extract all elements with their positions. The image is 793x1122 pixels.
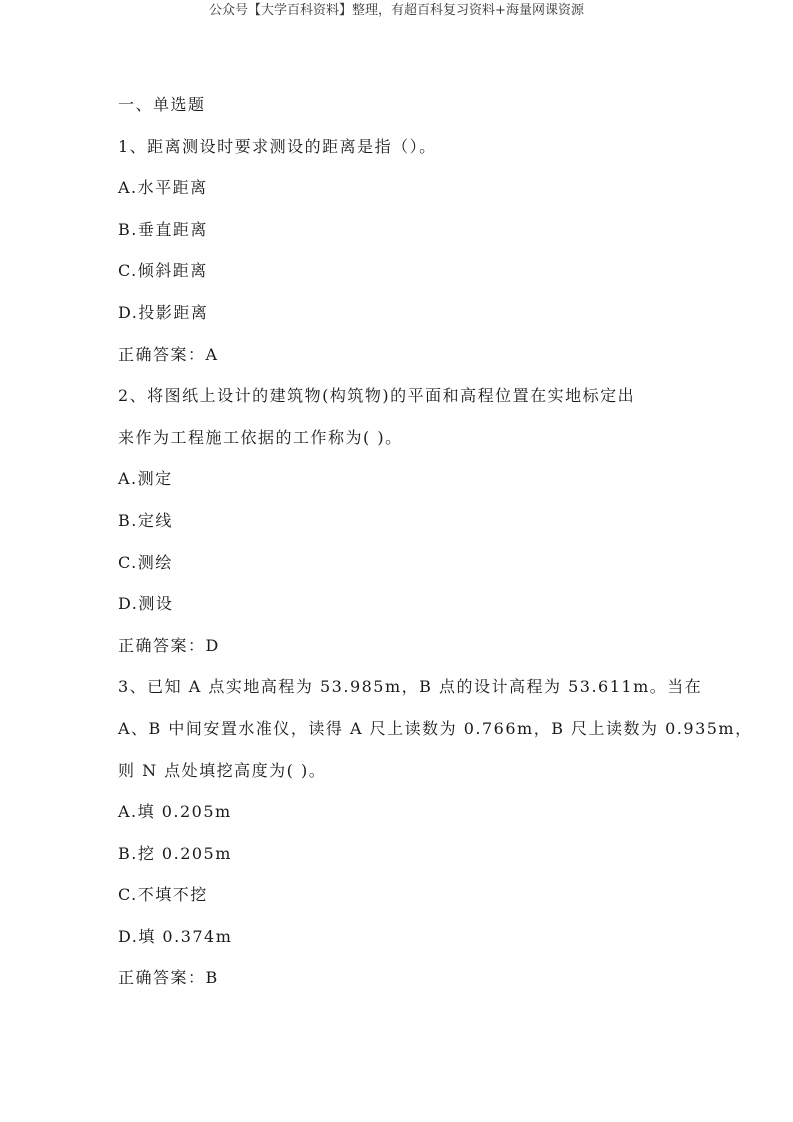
question-stem: 2、将图纸上设计的建筑物(构筑物)的平面和高程位置在实地标定出 xyxy=(118,386,636,406)
question-3 xyxy=(118,666,753,999)
question-stem: 1、距离测设时要求测设的距离是指（）。 xyxy=(118,136,437,156)
correct-answer: 正确答案：A xyxy=(118,344,219,364)
question-stem-continued: 则 N 点处填挖高度为( )。 xyxy=(118,760,327,780)
option-a: A.水平距离 xyxy=(118,178,208,198)
option-c: C.不填不挖 xyxy=(118,885,208,905)
question-list xyxy=(118,84,753,999)
question-stem-continued: A、B 中间安置水准仪，读得 A 尺上读数为 0.766m，B 尺上读数为 0.935m， xyxy=(118,718,753,738)
option-b: B.定线 xyxy=(118,510,173,530)
option-d: D.填 0.374m xyxy=(118,926,233,946)
question-stem-continued: 来作为工程施工依据的工作称为( )。 xyxy=(118,427,403,447)
page-header: 公众号【大学百科资料】整理，有超百科复习资料+海量网课资源 xyxy=(209,3,584,18)
option-a: A.测定 xyxy=(118,469,173,489)
question-2 xyxy=(118,375,718,666)
option-b: B.垂直距离 xyxy=(118,219,208,239)
question-stem: 3、已知 A 点实地高程为 53.985m，B 点的设计高程为 53.611m。当在 xyxy=(118,677,703,697)
option-c: C.测绘 xyxy=(118,552,173,572)
option-d: D.测设 xyxy=(118,594,174,614)
correct-answer: 正确答案：D xyxy=(118,635,220,655)
option-c: C.倾斜距离 xyxy=(118,261,208,281)
correct-answer: 正确答案：B xyxy=(118,968,219,988)
question-1 xyxy=(118,126,718,376)
option-d: D.投影距离 xyxy=(118,302,209,322)
option-a: A.填 0.205m xyxy=(118,802,232,822)
section-title: 一、单选题 xyxy=(118,95,206,114)
option-b: B.挖 0.205m xyxy=(118,843,232,863)
